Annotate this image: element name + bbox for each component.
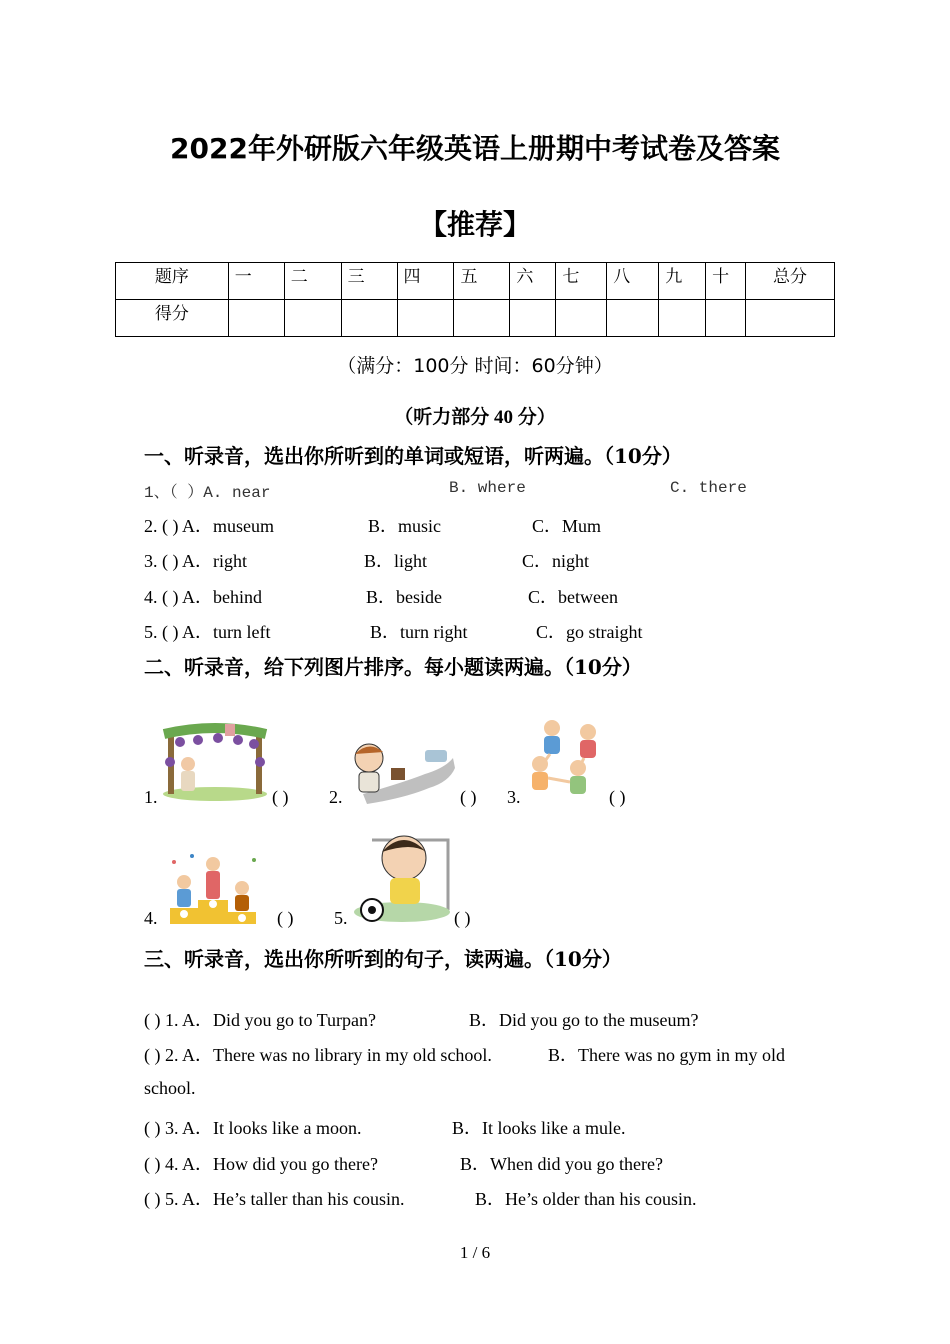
picture4-number: 4. (144, 908, 158, 928)
picture3-number: 3. (507, 787, 521, 807)
table-cell: 三 (341, 263, 397, 300)
q5-option-c: C．go straight (536, 622, 643, 642)
section2-heading: 二、听录音，给下列图片排序。每小题读两遍。（10分） (144, 655, 642, 679)
picture1-number: 1. (144, 787, 158, 807)
score-input-cell[interactable] (341, 300, 397, 337)
boy-road-picture (345, 738, 455, 804)
table-cell: 得分 (116, 300, 229, 337)
score-input-cell[interactable] (454, 300, 510, 337)
score-input-cell[interactable] (284, 300, 341, 337)
s2-option-a: ( ) 2. A．There was no library in my old school. (144, 1045, 492, 1065)
s1-option-a: ( ) 1. A．Did you go to Turpan? (144, 1010, 377, 1030)
children-dancing-picture (520, 718, 610, 802)
listening-label: （听力部分 40 分） (394, 407, 556, 428)
score-input-cell[interactable] (510, 300, 556, 337)
picture4-blank[interactable]: ( ) (277, 908, 294, 928)
picture2-blank[interactable]: ( ) (460, 787, 477, 807)
table-cell: 二 (284, 263, 341, 300)
q3-option-b: B．light (364, 551, 428, 571)
page-title: 2022年外研版六年级英语上册期中考试卷及答案 (170, 132, 780, 165)
s5-option-a: ( ) 5. A．He’s taller than his cousin. (144, 1189, 405, 1209)
score-table (115, 262, 835, 337)
picture5-number: 5. (334, 908, 348, 928)
q1-option-c: C. there (670, 479, 747, 497)
score-table-score-row (116, 300, 835, 337)
table-cell: 十 (706, 263, 746, 300)
picture5-blank[interactable]: ( ) (454, 908, 471, 928)
s5-option-b: B．He’s older than his cousin. (475, 1189, 697, 1209)
q1-option-b: B. where (449, 479, 526, 497)
s2-option-b-continued: school. (144, 1078, 196, 1098)
picture1-blank[interactable]: ( ) (272, 787, 289, 807)
exam-info: （满分：100分 时间：60分钟） (337, 355, 613, 377)
q5-option-a: 5. ( ) A．turn left (144, 622, 271, 642)
table-cell: 七 (556, 263, 607, 300)
table-cell: 五 (454, 263, 510, 300)
q4-option-b: B．beside (366, 587, 442, 607)
q2-option-c: C．Mum (532, 516, 602, 536)
score-input-cell[interactable] (607, 300, 659, 337)
q2-option-b: B．music (368, 516, 442, 536)
boy-football-picture (352, 830, 452, 922)
score-input-cell[interactable] (397, 300, 454, 337)
s1-option-b: B．Did you go to the museum? (469, 1010, 699, 1030)
score-input-cell[interactable] (746, 300, 835, 337)
q3-option-a: 3. ( ) A．right (144, 551, 247, 571)
s2-option-b: B．There was no gym in my old (548, 1045, 785, 1065)
table-cell: 八 (607, 263, 659, 300)
podium-picture (166, 852, 266, 924)
grape-arch-picture (160, 718, 270, 802)
s4-option-a: ( ) 4. A．How did you go there? (144, 1154, 378, 1174)
table-cell: 六 (510, 263, 556, 300)
score-input-cell[interactable] (556, 300, 607, 337)
picture3-blank[interactable]: ( ) (609, 787, 626, 807)
q4-option-a: 4. ( ) A．behind (144, 587, 262, 607)
s4-option-b: B．When did you go there? (460, 1154, 663, 1174)
page-subtitle: 【推荐】 (418, 208, 531, 241)
score-input-cell[interactable] (706, 300, 746, 337)
q1-option-a: 1、（ ）A. near (144, 484, 271, 502)
score-input-cell[interactable] (659, 300, 706, 337)
table-cell: 四 (397, 263, 454, 300)
q5-option-b: B．turn right (370, 622, 468, 642)
table-cell: 题序 (116, 263, 229, 300)
table-cell: 九 (659, 263, 706, 300)
section3-heading: 三、听录音，选出你所听到的句子，读两遍。（10分） (144, 947, 622, 971)
picture2-number: 2. (329, 787, 343, 807)
section1-heading: 一、听录音，选出你所听到的单词或短语，听两遍。（10分） (144, 444, 682, 468)
q3-option-c: C．night (522, 551, 590, 571)
score-input-cell[interactable] (228, 300, 284, 337)
q4-option-c: C．between (528, 587, 618, 607)
s3-option-a: ( ) 3. A．It looks like a moon. (144, 1118, 362, 1138)
table-cell: 总分 (746, 263, 835, 300)
table-cell: 一 (228, 263, 284, 300)
q2-option-a: 2. ( ) A．museum (144, 516, 274, 536)
score-table-header-row (116, 263, 835, 300)
page-number: 1 / 6 (459, 1243, 491, 1262)
s3-option-b: B．It looks like a mule. (452, 1118, 626, 1138)
